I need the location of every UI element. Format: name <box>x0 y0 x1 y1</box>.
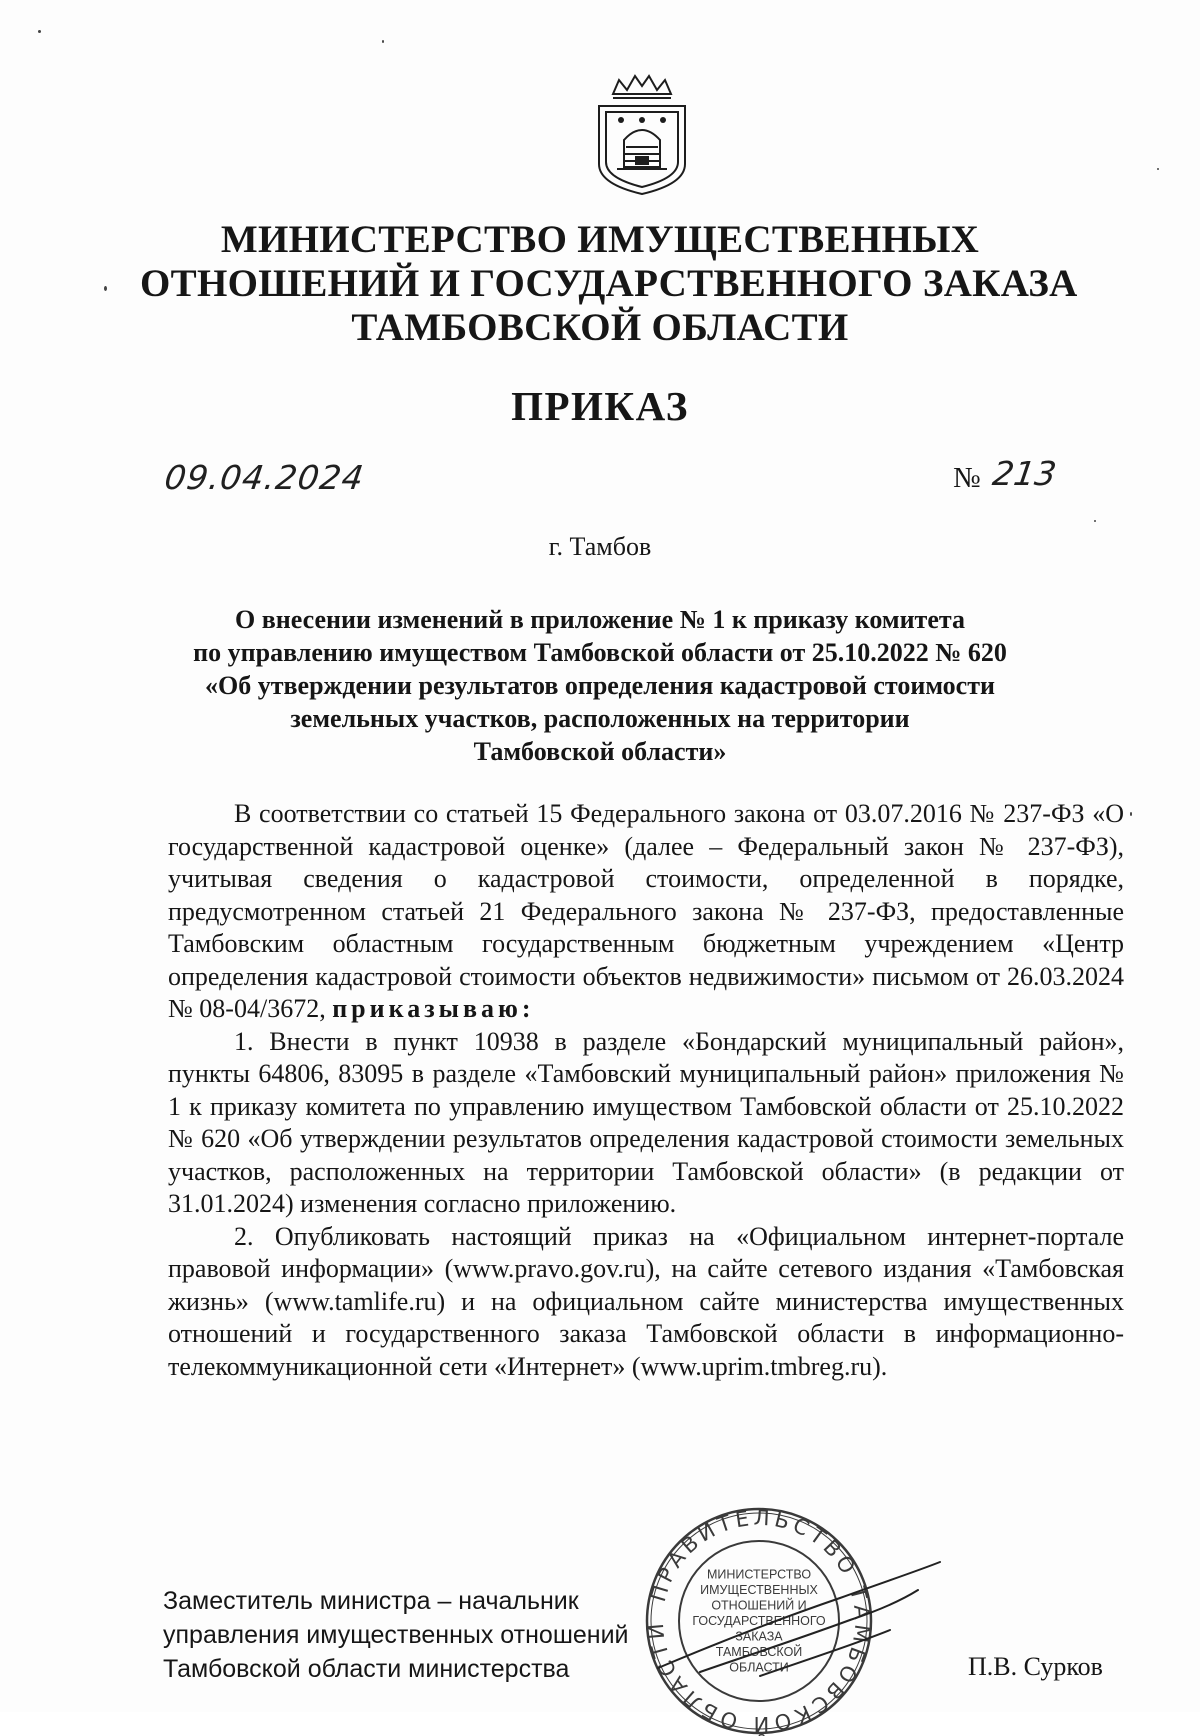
stamp-inner-line: ОБЛАСТИ <box>729 1660 789 1675</box>
signatory-title-line: управления имущественных отношений <box>163 1621 629 1649</box>
number-label: № <box>953 462 981 494</box>
ministry-name-line: ТАМБОВСКОЙ ОБЛАСТИ <box>351 306 849 349</box>
preamble-paragraph <box>168 798 1124 1026</box>
stamp-outer-text: ПРАВИТЕЛЬСТВО ТАМБОВСКОЙ ОБЛАСТИ <box>644 1506 874 1736</box>
stamp-inner-line: ОТНОШЕНИЙ И <box>711 1598 807 1613</box>
subject-line: земельных участков, расположенных на территории <box>290 704 910 733</box>
order-word: приказываю: <box>332 994 535 1023</box>
coat-of-arms-emblem <box>591 72 693 198</box>
subject-line: О внесении изменений в приложение № 1 к приказу комитета <box>235 605 965 634</box>
document-type-title: ПРИКАЗ <box>511 383 689 429</box>
signatory-name: П.В. Сурков <box>968 1652 1103 1681</box>
scan-speck <box>1157 168 1159 170</box>
ministry-name-line: МИНИСТЕРСТВО ИМУЩЕСТВЕННЫХ <box>220 218 980 261</box>
signatory-title-line: Заместитель министра – начальник <box>163 1587 579 1615</box>
scan-speck <box>1130 812 1132 816</box>
scan-speck <box>382 40 384 43</box>
scan-speck <box>38 30 41 33</box>
order-item-2: 2. Опубликовать настоящий приказ на «Официальном интернет-портале правовой информации» (www.pravo.gov.ru), на сайте сетевого издания «Тамбовская жизнь» (www.tamlife.ru) и на официальном сайте министерства имущественных отношений и государственного заказа Тамбовской области в информационно-телекоммуникационной сети «Интернет» (www.uprim.tmbreg.ru). <box>168 1221 1124 1381</box>
scan-speck <box>104 286 107 291</box>
handwritten-signature <box>640 1550 960 1700</box>
signatory-title-line: Тамбовской области министерства <box>163 1655 570 1683</box>
stamp-inner-line: ИМУЩЕСТВЕННЫХ <box>700 1583 818 1597</box>
stamp-inner-line: ТАМБОВСКОЙ <box>715 1645 803 1659</box>
subject-line: «Об утверждении результатов определения кадастровой стоимости <box>205 671 995 700</box>
order-item-1: 1. Внести в пункт 10938 в разделе «Бондарский муниципальный район», пункты 64806, 83095 в разделе «Тамбовский муниципальный район» приложения № 1 к приказу комитета по управлению имуществом Тамбовской области от 25.10.2022 № 620 «Об утверждении результатов определения кадастровой стоимости земельных участков, расположенных на территории Тамбовской области» (в редакции от 31.01.2024) изменения согласно приложению. <box>168 1026 1124 1218</box>
handwritten-date: 09.04.2024 <box>162 458 367 497</box>
order-body <box>168 798 1124 1383</box>
stamp-inner-line: ЗАКАЗА <box>735 1629 783 1644</box>
subject-line: по управлению имуществом Тамбовской области от 25.10.2022 № 620 <box>193 638 1007 667</box>
scan-speck <box>1094 520 1096 522</box>
issue-city: г. Тамбов <box>548 532 652 561</box>
order-subject <box>120 603 1080 768</box>
handwritten-order-number: 213 <box>990 454 1059 493</box>
ministry-name-line: ОТНОШЕНИЙ И ГОСУДАРСТВЕННОГО ЗАКАЗА <box>140 262 1078 305</box>
ministry-name <box>140 218 1078 350</box>
subject-line: Тамбовской области» <box>473 737 727 766</box>
stamp-inner-line: МИНИСТЕРСТВО <box>706 1567 812 1582</box>
stamp-inner-line: ГОСУДАРСТВЕННОГО <box>692 1614 826 1628</box>
preamble-text: В соответствии со статьей 15 Федерального закона от 03.07.2016 № 237-ФЗ «О государственной кадастровой оценке» (далее – Федеральный закон № 237-ФЗ), учитывая сведения о кадастровой стоимости, определенной в порядке, предусмотренном статьей 21 Федерального закона № 237-ФЗ, предоставленные Тамбовским областным государственным бюджетным учреждением «Центр определения кадастровой стоимости объектов недвижимости» письмом от 26.03.2024 № 08-04/3672, <box>168 799 1124 1023</box>
signatory-title <box>163 1584 629 1686</box>
